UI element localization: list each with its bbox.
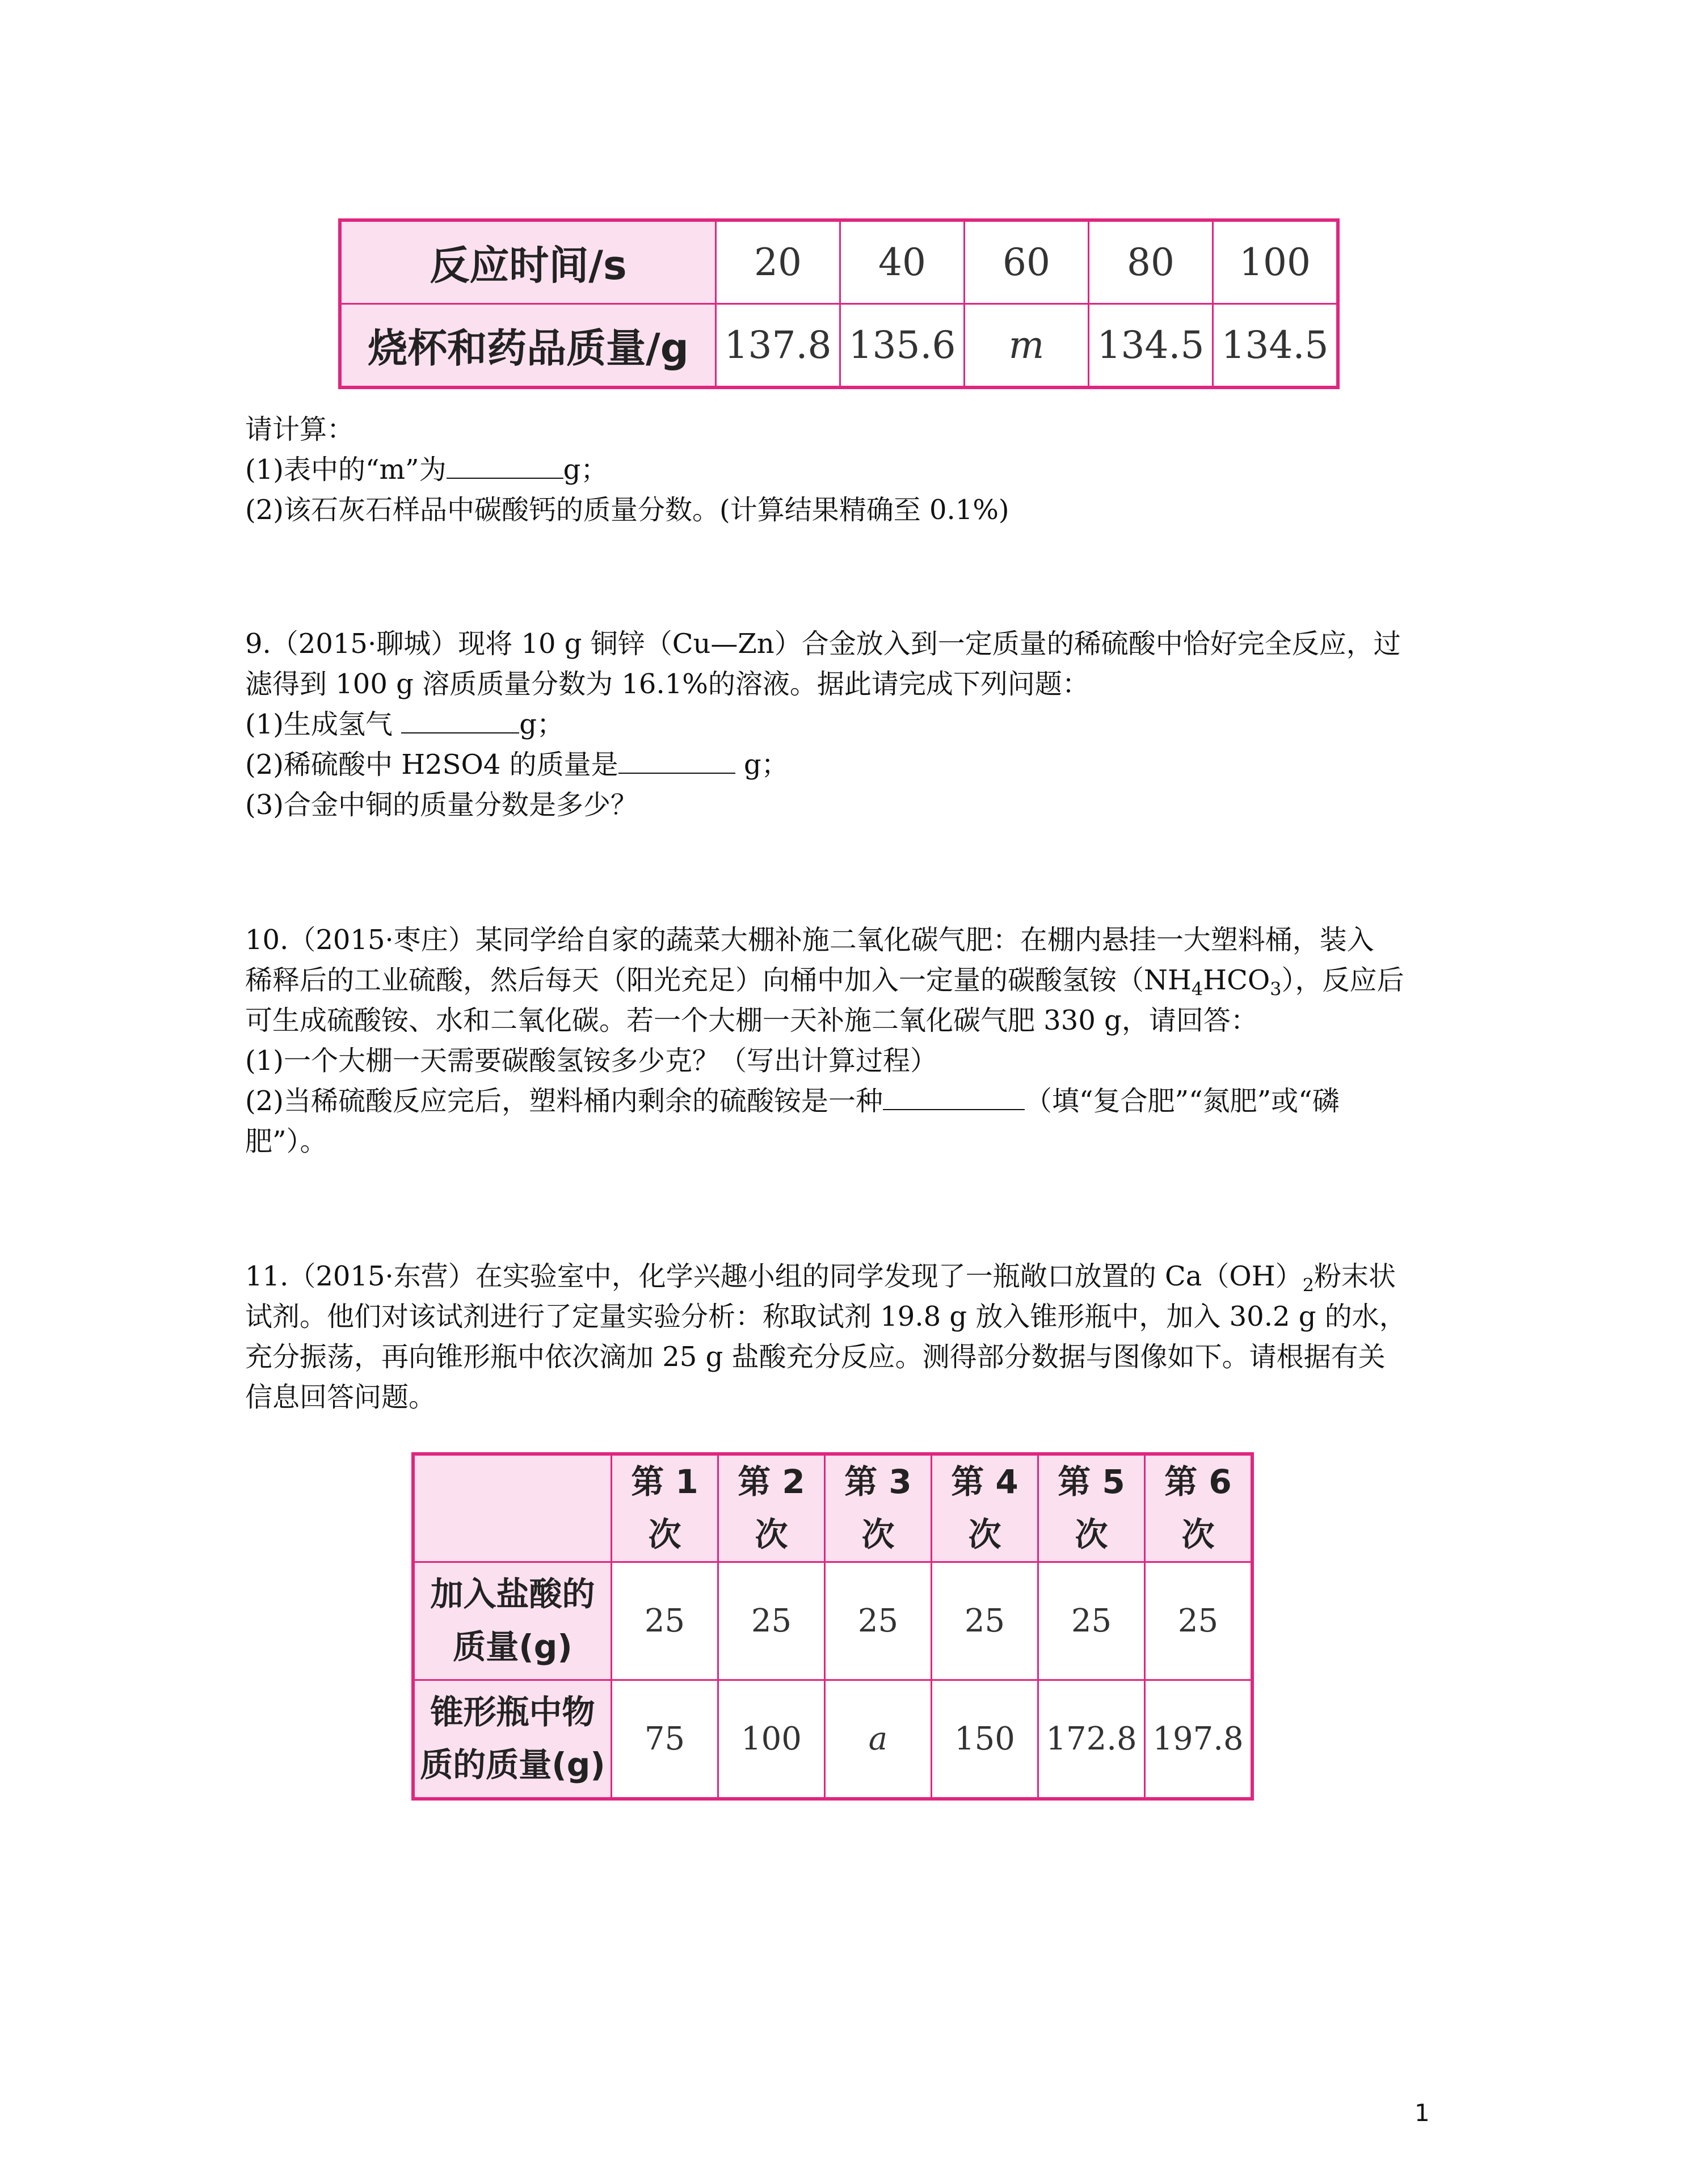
table-cell: 134.5 [1089,304,1213,388]
q9-line1: 9.（2015·聊城）现将 10 g 铜锌（Cu—Zn）合金放入到一定质量的稀硫酸中恰好完全反应，过 [245,628,1401,660]
table-cell: 150 [932,1680,1038,1799]
empty-header-cell [413,1454,612,1562]
header-trial-5: 第 5 次 [1038,1454,1145,1562]
header-trial-6: 第 6 次 [1145,1454,1253,1562]
header-trial-1: 第 1 次 [612,1454,718,1562]
table-cell: 100 [1213,220,1338,304]
row-label-acid-mass: 加入盐酸的 质量(g) [413,1562,612,1680]
header-trial-3: 第 3 次 [825,1454,932,1562]
table-cell: 172.8 [1038,1680,1145,1799]
table-cell: 197.8 [1145,1680,1253,1799]
q9-line2: 滤得到 100 g 溶质质量分数为 16.1%的溶液。据此请完成下列问题： [245,668,1089,700]
answer-blank [883,1083,1025,1110]
table-cell-unknown-a: a [825,1680,932,1799]
table-cell: 25 [1038,1562,1145,1680]
reaction-time-table [338,218,1340,389]
row-label-mass: 烧杯和药品质量/g [340,304,716,388]
answer-blank [401,706,519,733]
answer-blank [447,452,563,479]
table-cell: 25 [1145,1562,1253,1680]
q10-line6: 肥”）。 [245,1125,327,1157]
hydrochloric-acid-table [411,1452,1254,1801]
table-cell: 20 [716,220,840,304]
q11-line2: 试剂。他们对该试剂进行了定量实验分析：称取试剂 19.8 g 放入锥形瓶中，加入 30.2 g 的水， [245,1301,1407,1333]
table-cell: 135.6 [840,304,965,388]
row-label-flask-mass: 锥形瓶中物 质的质量(g) [413,1680,612,1799]
q10-line5: (2)当稀硫酸反应完后，塑料桶内剩余的硫酸铵是一种 （填“复合肥”“氮肥”或“磷 [245,1081,1340,1121]
q8-part2: (2)该石灰石样品中碳酸钙的质量分数。(计算结果精确至 0.1%) [245,494,1009,526]
table-cell: 80 [1089,220,1213,304]
q10-line3: 可生成硫酸铵、水和二氧化碳。若一个大棚一天补施二氧化碳气肥 330 g，请回答： [245,1005,1258,1036]
table-cell: 100 [718,1680,825,1799]
table-cell: 134.5 [1213,304,1338,388]
table-cell: 25 [932,1562,1038,1680]
answer-blank [618,747,735,774]
q10-line1: 10.（2015·枣庄）某同学给自家的蔬菜大棚补施二氧化碳气肥：在棚内悬挂一大塑料桶，装入 [245,924,1374,956]
header-trial-2: 第 2 次 [718,1454,825,1562]
q11-line3: 充分振荡，再向锥形瓶中依次滴加 25 g 盐酸充分反应。测得部分数据与图像如下。请根据有关 [245,1341,1386,1373]
page-number: 1 [1415,2099,1430,2127]
q9-part1: (1)生成氢气 g； [245,705,564,745]
q10-line4: (1)一个大棚一天需要碳酸氢铵多少克？（写出计算过程） [245,1045,937,1077]
q8-intro: 请计算： [245,414,355,445]
table-cell: 60 [965,220,1089,304]
row-label-time: 反应时间/s [340,220,716,304]
q11-line1: 11.（2015·东营）在实验室中，化学兴趣小组的同学发现了一瓶敞口放置的 $Ca(OH)_2$粉末状 [245,1260,1396,1296]
q10-line2: 稀释后的工业硫酸，然后每天（阳光充足）向桶中加入一定量的碳酸氢铵$(NH_4HCO_3)$，反应后 [245,964,1404,1000]
table-cell: 25 [825,1562,932,1680]
table-cell: 75 [612,1680,718,1799]
table-cell: 40 [840,220,965,304]
table-cell: 25 [718,1562,825,1680]
header-trial-4: 第 4 次 [932,1454,1038,1562]
q11-line4: 信息回答问题。 [245,1381,436,1413]
q8-part1: (1)表中的“m”为 g； [245,450,608,490]
table-cell: 137.8 [716,304,840,388]
q9-part2: (2)稀硫酸中 H2SO4 的质量是 g； [245,745,789,785]
q9-part3: (3)合金中铜的质量分数是多少？ [245,789,638,821]
table-cell: 25 [612,1562,718,1680]
table-cell-unknown-m: m [965,304,1089,388]
